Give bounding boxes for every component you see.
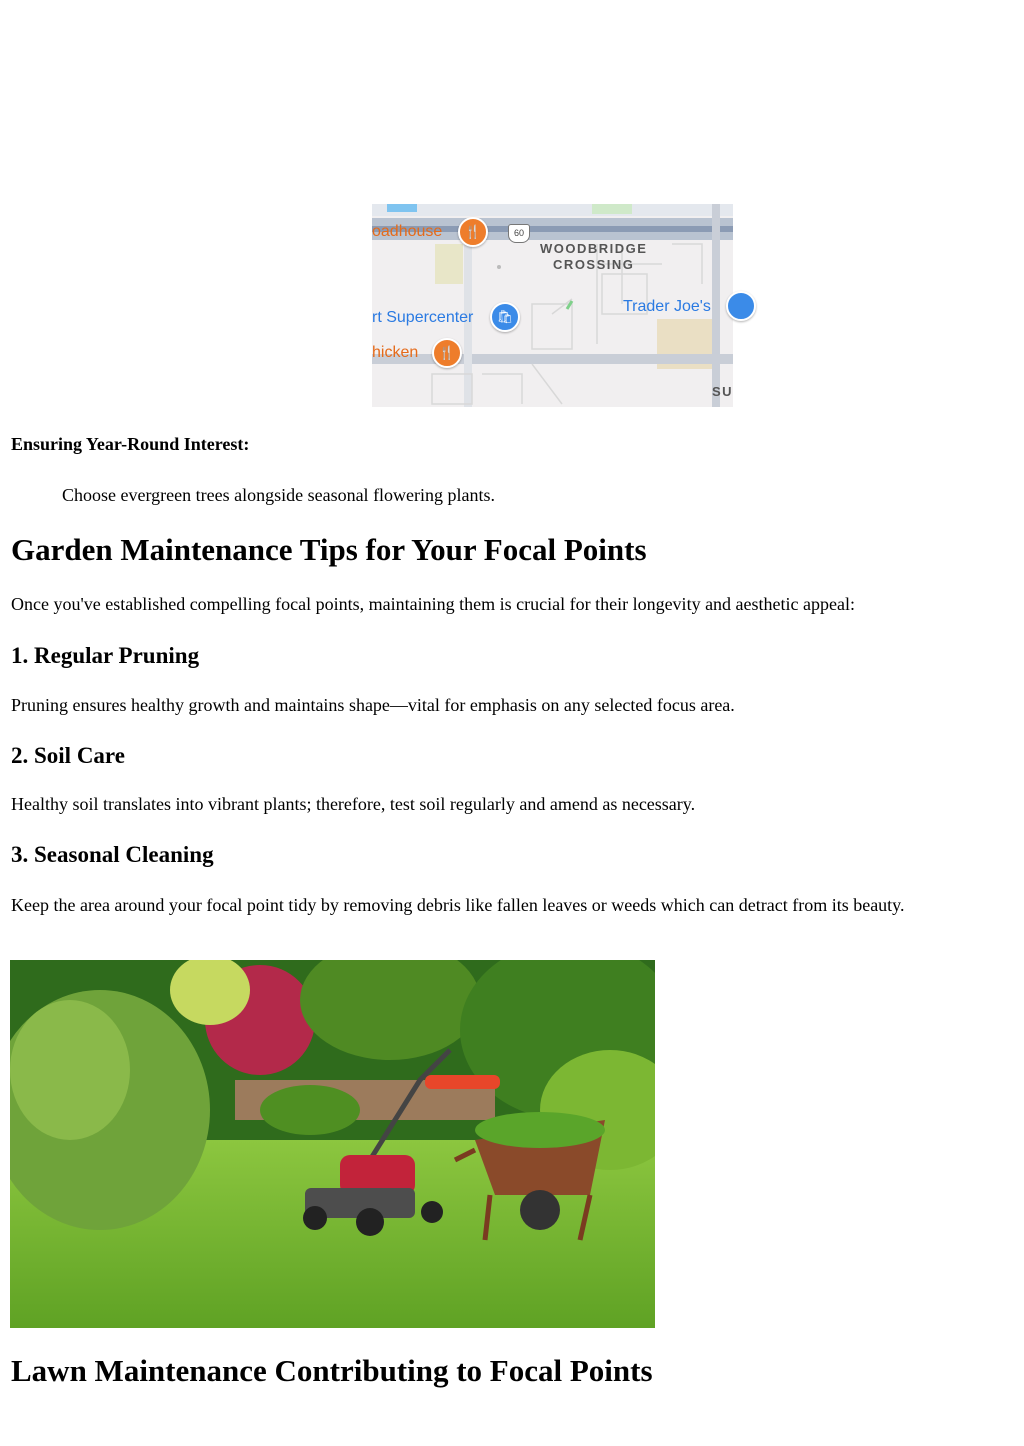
restaurant-pin-icon[interactable]: 🍴: [458, 217, 488, 247]
list-item: Choose evergreen trees alongside seasonal flowering plants.: [62, 485, 496, 505]
tip-body-soil: Healthy soil translates into vibrant plants; therefore, test soil regularly and amend as necessary.: [11, 794, 696, 814]
map-label-supercenter: rt Supercenter: [372, 309, 474, 326]
lawn-mower-photo: [10, 960, 655, 1328]
map-label-chicken: hicken: [372, 344, 419, 361]
paragraph-intro: Once you've established compelling focal points, maintaining them is crucial for their longevity and aesthetic appeal:: [11, 594, 855, 614]
tip-title-soil: 2. Soil Care: [11, 743, 125, 768]
section-heading-lawn: Lawn Maintenance Contributing to Focal Points: [11, 1353, 653, 1388]
section-heading-interest: Ensuring Year-Round Interest:: [11, 434, 250, 454]
map-label-roadhouse: oadhouse: [372, 223, 443, 240]
restaurant-pin-icon[interactable]: 🍴: [432, 338, 462, 368]
tip-title-pruning: 1. Regular Pruning: [11, 643, 200, 668]
map-label-corner: SU: [712, 384, 734, 399]
tip-title-cleaning: 3. Seasonal Cleaning: [11, 842, 214, 867]
shopping-pin-icon[interactable]: [726, 291, 756, 321]
highway-shield-icon: 60: [508, 224, 530, 243]
section-heading-maintenance: Garden Maintenance Tips for Your Focal Points: [11, 532, 647, 567]
tip-body-cleaning: Keep the area around your focal point tidy by removing debris like fallen leaves or weeds which can detract from its beauty.: [11, 895, 905, 915]
tip-body-pruning: Pruning ensures healthy growth and maintains shape—vital for emphasis on any selected focus area.: [11, 695, 735, 715]
map-label-area: WOODBRIDGE CROSSING: [540, 241, 648, 272]
map-label-trader-joes: Trader Joe's: [623, 298, 711, 315]
shopping-pin-icon[interactable]: 🛍: [490, 302, 520, 332]
